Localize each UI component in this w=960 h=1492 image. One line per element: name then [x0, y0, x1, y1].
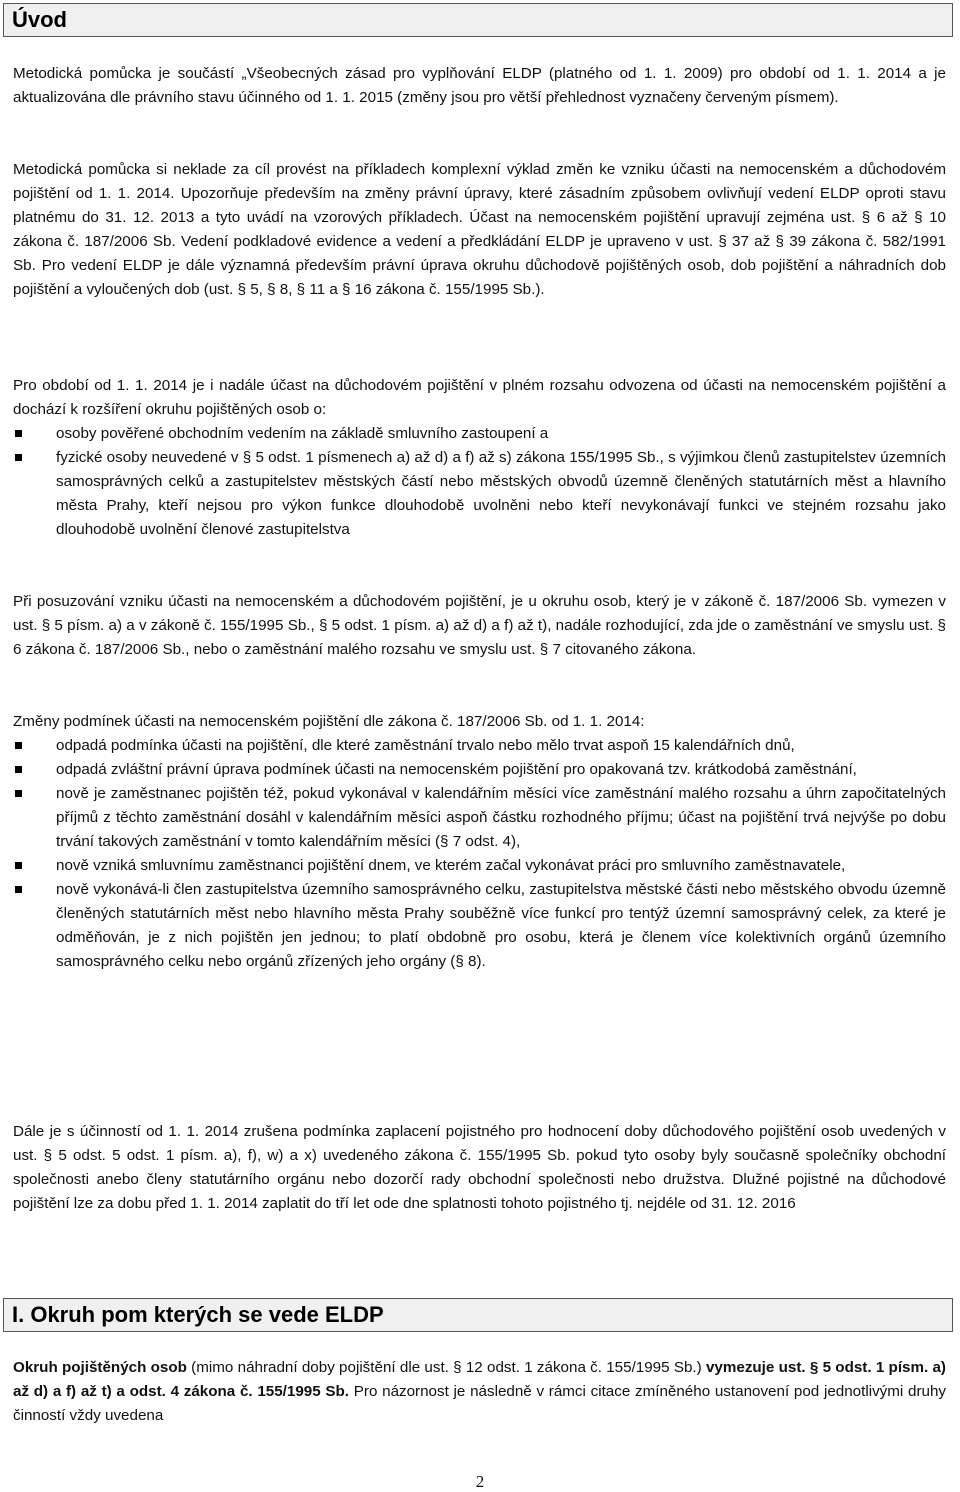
- bullet-icon: [15, 742, 22, 749]
- list-item: nově vykonává-li člen zastupitelstva územního samosprávného celku, zastupitelstva městské části nebo městského obvodu územně členěných statutárních měst nebo hlavního města Prahy souběžně více funkcí pro tentýž územní samosprávný celek, za které je odměňován, je z nich pojištěn jen jednou; to platí obdobně pro osobu, která je členem více kolektivních orgánů územního samosprávného celku nebo orgánů zřízených jeho orgány (§ 8).: [13, 878, 946, 974]
- list-item: nově vzniká smluvnímu zaměstnanci pojištění dnem, ve kterém začal vykonávat práci pro smluvního zaměstnavatele,: [13, 854, 946, 878]
- paragraph-period: Pro období od 1. 1. 2014 je i nadále účast na důchodovém pojištění v plném rozsahu odvozena od účasti na nemocenském pojištění a dochází k rozšíření okruhu pojištěných osob o:: [13, 377, 946, 418]
- list-item: fyzické osoby neuvedené v § 5 odst. 1 písmenech a) až d) a f) až s) zákona 155/1995 Sb., s výjimkou členů zastupitelstev územních samosprávných celků a zastupitelstev městských částí nebo městských obvodů územně členěných statutárních měst a hlavního města Prahy, kteří nejsou pro výkon funkce dlouhodobě uvolněni nebo kteří nevykonávají funkci ve stejném rozsahu jako dlouhodobě uvolnění členové zastupitelstva: [13, 446, 946, 542]
- list-item: osoby pověřené obchodním vedením na základě smluvního zastoupení a: [13, 422, 946, 446]
- bullet-icon: [15, 766, 22, 773]
- list-item: odpadá podmínka účasti na pojištění, dle které zaměstnání trvalo nebo mělo trvat aspoň 15 kalendářních dnů,: [13, 734, 946, 758]
- paragraph-further: Dále je s účinností od 1. 1. 2014 zrušena podmínka zaplacení pojistného pro hodnocení doby důchodového pojištění osob uvedených v ust. § 5 odst. 5 odst. 1 písm. a), f), w) a x) uvedeného zákona č. 155/1995 Sb. pokud tyto osoby byly současně společníky obchodní společnosti anebo členy statutárního orgánu nebo dozorčí rady obchodní společnosti nebo družstva. Dlužné pojistné na důchodové pojištění lze za dobu před 1. 1. 2014 zaplatit do tří let ode dne splatnosti tohoto pojistného tj. nejdéle od 31. 12. 2016: [13, 1123, 946, 1212]
- bullet-icon: [15, 862, 22, 869]
- paragraph-assessment: Při posuzování vzniku účasti na nemocenském a důchodovém pojištění, je u okruhu osob, který je v zákoně č. 187/2006 Sb. vymezen v ust. § 5 písm. a) a v zákoně č. 155/1995 Sb., § 5 odst. 1 písm. a) až d) a f) až t), nadále rozhodující, zda jde o zaměstnání ve smyslu ust. § 6 zákona č. 187/2006 Sb., nebo o zaměstnání malého rozsahu ve smyslu ust. § 7 citovaného zákona.: [13, 593, 946, 658]
- bullet-icon: [15, 790, 22, 797]
- section-title: Úvod: [12, 7, 67, 32]
- list-item: nově je zaměstnanec pojištěn též, pokud vykonával v kalendářním měsíci více zaměstnání malého rozsahu a úhrn započitatelných příjmů z těchto zaměstnání dosáhl v kalendářním měsíci aspoň částku rozhodného příjmu; účast na pojištění trvá nejvýše po dobu trvání takových zaměstnání v tomto kalendářním měsíci (§ 7 odst. 4),: [13, 782, 946, 854]
- bullet-icon: [15, 886, 22, 893]
- paragraph-scope: Metodická pomůcka si neklade za cíl provést na příkladech komplexní výklad změn ke vzniku účasti na nemocenském a důchodovém pojištění od 1. 1. 2014. Upozorňuje především na změny právní úpravy, které zásadním způsobem ovlivňují vedení ELDP oproti stavu platnému do 31. 12. 2013 a tyto uvádí na vzorových příkladech. Účast na nemocenském pojištění upravují zejména ust. § 6 až § 10 zákona č. 187/2006 Sb. Vedení podkladové evidence a vedení a předkládání ELDP je upraveno v ust. § 37 až § 39 zákona č. 582/1991 Sb. Pro vedení ELDP je dále významná především právní úprava okruhu důchodově pojištěných osob, dob pojištění a náhradních dob pojištění a vyloučených dob (ust. § 5, § 8, § 11 a § 16 zákona č. 155/1995 Sb.).: [13, 161, 946, 298]
- bullet-icon: [15, 454, 22, 461]
- section-heading-okruh: [3, 1298, 953, 1332]
- list-item: odpadá zvláštní právní úprava podmínek účasti na nemocenském pojištění pro opakovaná tzv. krátkodobá zaměstnání,: [13, 758, 946, 782]
- paragraph-okruh: Okruh pojištěných osob (mimo náhradní doby pojištění dle ust. § 12 odst. 1 zákona č. 155/1995 Sb.) vymezuje ust. § 5 odst. 1 písm. a) až d) a f) až t) a odst. 4 zákona č. 155/1995 Sb. Pro názornost je následně v rámci citace zmíněného ustanovení pod jednotlivými druhy činností vždy uvedena: [13, 1359, 947, 1424]
- changes-list: [13, 734, 946, 974]
- section-heading-uvod: [3, 3, 953, 37]
- insured-persons-list: [13, 422, 946, 542]
- section-title: I. Okruh pom kterých se vede ELDP: [12, 1302, 384, 1327]
- paragraph-intro: Metodická pomůcka je součástí „Všeobecných zásad pro vyplňování ELDP (platného od 1. 1. 2009) pro období od 1. 1. 2014 a je aktualizována dle právního stavu účinného od 1. 1. 2015 (změny jsou pro větší přehlednost vyznačeny červeným písmem).: [13, 65, 946, 106]
- bullet-icon: [15, 430, 22, 437]
- page-number: 2: [475, 1472, 485, 1491]
- paragraph-changes-intro: Změny podmínek účasti na nemocenském pojištění dle zákona č. 187/2006 Sb. od 1. 1. 2014:: [13, 713, 645, 730]
